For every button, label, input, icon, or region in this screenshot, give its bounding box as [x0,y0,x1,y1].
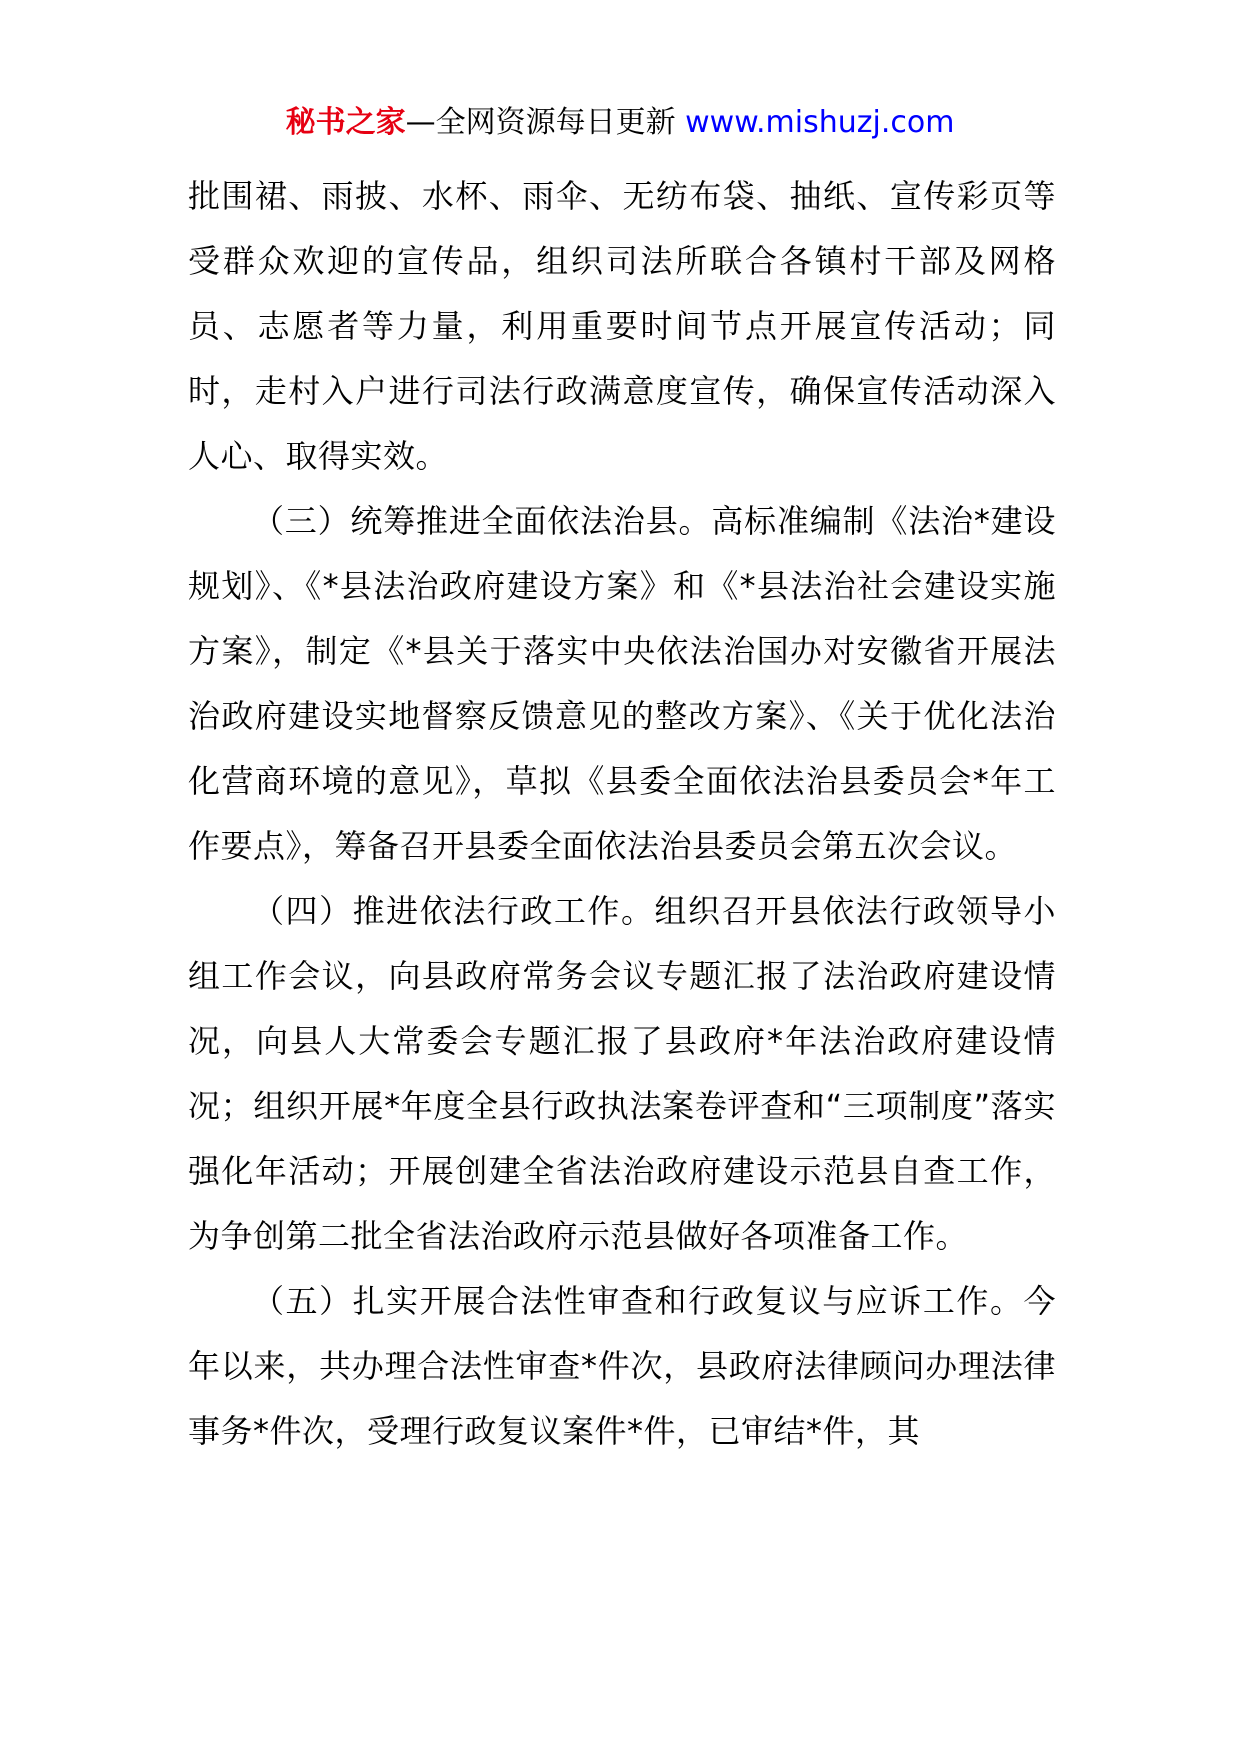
paragraph-section-3: （三）统筹推进全面依法治县。高标准编制《法治*建设规划》、《*县法治政府建设方案》和《*县法治社会建设实施方案》，制定《*县关于落实中央依法治国办对安徽省开展法治政府建设实地督察反馈意见的整改方案》、《关于优化法治化营商环境的意见》，草拟《县委全面依法治县委员会*年工作要点》，筹备召开县委全面依法治县委员会第五次会议。 [188,502,1056,865]
paragraph-section-4: （四）推进依法行政工作。组织召开县依法行政领导小组工作会议，向县政府常务会议专题汇报了法治政府建设情况，向县人大常委会专题汇报了县政府*年法治政府建设情况；组织开展*年度全县行政执法案卷评查和“三项制度”落实强化年活动；开展创建全省法治政府建设示范县自查工作，为争创第二批全省法治政府示范县做好各项准备工作。 [188,892,1056,1255]
document-body [188,164,1056,1464]
paragraph-section-5: （五）扎实开展合法性审查和行政复议与应诉工作。今年以来，共办理合法性审查*件次，县政府法律顾问办理法律事务*件次，受理行政复议案件*件，已审结*件，其 [188,1282,1056,1450]
page-header [0,102,1240,144]
brand-name: 秘书之家 [285,105,406,140]
paragraph-continued: 批围裙、雨披、水杯、雨伞、无纺布袋、抽纸、宣传彩页等受群众欢迎的宣传品，组织司法所联合各镇村干部及网格员、志愿者等力量，利用重要时间节点开展宣传活动；同时，走村入户进行司法行政满意度宣传，确保宣传活动深入人心、取得实效。 [188,177,1056,475]
website-link[interactable]: www.mishuzj.com [685,105,955,140]
header-slogan: —全网资源每日更新 [405,105,676,140]
